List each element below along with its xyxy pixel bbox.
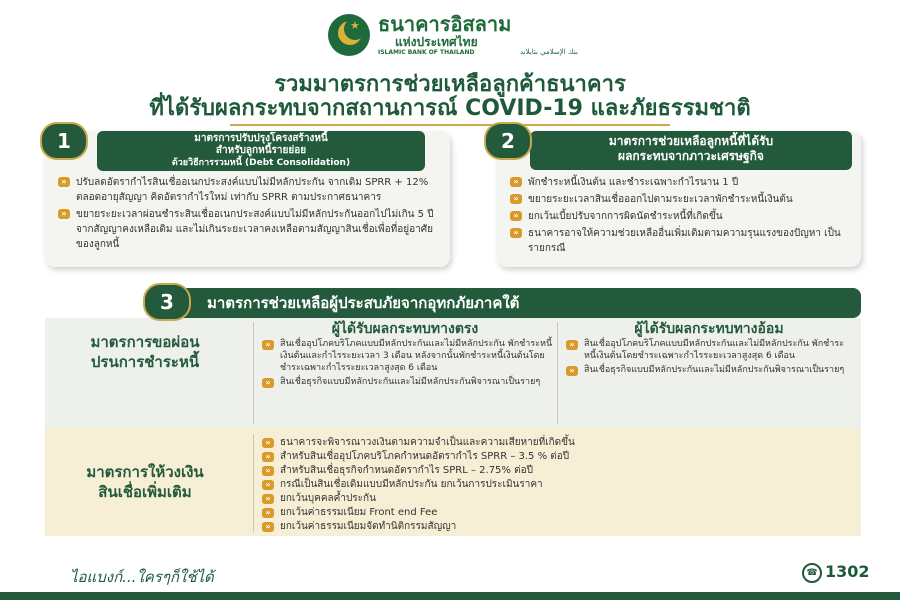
chevron-right-icon: » <box>262 480 274 490</box>
list-item-text: ธนาคารอาจให้ความช่วยเหลืออื่นเพิ่มเติมตามความรุนแรงของปัญหา เป็นรายกรณี <box>528 228 841 254</box>
section1-header <box>97 131 425 171</box>
list-item <box>262 520 852 533</box>
list-item <box>510 175 855 190</box>
list-item <box>510 226 855 256</box>
loans-list <box>262 436 852 534</box>
list-item <box>58 175 443 205</box>
list-item-text: ยกเว้นค่าธรรมเนียมจัดทำนิติกรรมสัญญา <box>280 521 457 532</box>
bank-name-thai: ธนาคารอิสลาม <box>378 12 512 36</box>
list-item-text: สำหรับสินเชื่ออุปโภคบริโภคกำหนดอัตรากำไร SPRR – 3.5 % ต่อปี <box>280 451 570 462</box>
chevron-right-icon: » <box>58 177 70 187</box>
list-item-text: สินเชื่อธุรกิจแบบมีหลักประกันและไม่มีหลักประกันพิจารณาเป็นรายๆ <box>280 377 541 387</box>
star-icon: ★ <box>350 19 360 32</box>
list-item <box>566 364 856 376</box>
chevron-right-icon: » <box>566 340 578 350</box>
chevron-right-icon: » <box>262 340 274 350</box>
list-item-text: กรณีเป็นสินเชื่อเดิมแบบมีหลักประกัน ยกเว้นการประเมินราคา <box>280 479 543 490</box>
relief-label <box>45 332 245 372</box>
list-item <box>58 207 443 252</box>
list-item-text: ยกเว้นค่าธรรมเนียม Front end Fee <box>280 507 438 518</box>
section2-header <box>530 131 852 170</box>
list-item <box>510 209 855 224</box>
column-divider <box>253 322 254 424</box>
chevron-right-icon: » <box>510 194 522 204</box>
list-item-text: ยกเว้นเบี้ยปรับจากการผิดนัดชำระหนี้ที่เกิดขึ้น <box>528 211 723 222</box>
section1-title-line: ด้วยวิธีการรวมหนี้ (Debt Consolidation) <box>171 158 351 168</box>
section1-list <box>58 175 443 254</box>
chevron-right-icon: » <box>510 177 522 187</box>
contact-number[interactable] <box>802 562 870 583</box>
indirect-impact-heading: ผู้ได้รับผลกระทบทางอ้อม <box>634 321 784 337</box>
page-title: รวมมาตรการช่วยเหลือลูกค้าธนาคาร <box>274 72 626 97</box>
list-item <box>262 338 554 374</box>
direct-impact-list <box>262 338 554 390</box>
list-item-text: สินเชื่อธุรกิจแบบมีหลักประกันและไม่มีหลักประกันพิจารณาเป็นรายๆ <box>584 365 845 375</box>
list-item-text: สำหรับสินเชื่อธุรกิจกำหนดอัตรากำไร SPRL – 2.75% ต่อปี <box>280 465 533 476</box>
section2-number-badge: 2 <box>484 122 532 160</box>
relief-label-line: ปรนการชำระหนี้ <box>90 353 200 371</box>
chevron-right-icon: » <box>510 228 522 238</box>
chevron-right-icon: » <box>566 366 578 376</box>
list-item-text: ธนาคารจะพิจารณาวงเงินตามความจำเป็นและความเสียหายที่เกิดขึ้น <box>280 437 575 448</box>
list-item <box>262 492 852 505</box>
direct-impact-heading: ผู้ได้รับผลกระทบทางตรง <box>331 321 479 337</box>
list-item-text: ยกเว้นบุคคลค้ำประกัน <box>280 493 376 504</box>
loans-label-line: มาตรการให้วงเงิน <box>86 463 204 481</box>
list-item <box>262 464 852 477</box>
chevron-right-icon: » <box>58 209 70 219</box>
bank-name-thai-line2: แห่งประเทศไทย <box>395 35 478 49</box>
chevron-right-icon: » <box>262 378 274 388</box>
list-item-text: ขยายระยะเวลาผ่อนชำระสินเชื่ออเนกประสงค์แบบไม่มีหลักประกันออกไปไม่เกิน 5 ปี จากสัญญาคงเหลือเดิม และไม่เกินระยะเวลาคงเหลือตามสัญญาสินเชื่อเพื่อที่อยู่อาศัยของลูกหนี้ <box>76 209 434 250</box>
chevron-right-icon: » <box>262 466 274 476</box>
bank-name-arabic: بنك الإسلامي بتايلاند <box>520 48 578 56</box>
chevron-right-icon: » <box>262 494 274 504</box>
section3-number-badge: 3 <box>143 283 191 321</box>
section2-title-line: มาตรการช่วยเหลือลูกหนี้ที่ได้รับ <box>608 134 774 148</box>
list-item <box>262 450 852 463</box>
column-divider <box>557 322 558 424</box>
loans-label-line: สินเชื่อเพิ่มเติม <box>98 483 192 501</box>
list-item-text: สินเชื่ออุปโภคบริโภคแบบมีหลักประกันและไม่มีหลักประกัน พักชำระหนี้เงินต้นและกำไรระยะเวลา 3 เดือน หลังจากนั้นพักชำระหนี้เงินต้นโดยชำระเฉพาะกำไรระยะเวลาสูงสุด 6 เดือน <box>280 339 553 373</box>
list-item <box>566 338 856 362</box>
section2-title-line: ผลกระทบจากภาวะเศรษฐกิจ <box>618 149 764 163</box>
section2-list <box>510 175 855 258</box>
column-divider <box>253 434 254 532</box>
loans-label <box>45 462 245 502</box>
indirect-impact-list <box>566 338 856 378</box>
section1-title-line: มาตรการปรับปรุงโครงสร้างหนี้ <box>194 133 328 144</box>
list-item <box>262 376 554 388</box>
chevron-right-icon: » <box>262 522 274 532</box>
chevron-right-icon: » <box>262 438 274 448</box>
section1-title-line: สำหรับลูกหนี้รายย่อย <box>215 145 307 156</box>
chevron-right-icon: » <box>262 452 274 462</box>
page-subtitle: ที่ได้รับผลกระทบจากสถานการณ์ COVID-19 และภัยธรรมชาติ <box>149 96 751 121</box>
chevron-right-icon: » <box>262 508 274 518</box>
section3-header: มาตรการช่วยเหลือผู้ประสบภัยจากอุทกภัยภาคใต้ <box>147 288 861 318</box>
title-divider <box>230 124 670 126</box>
footer-slogan: ไอแบงก์...ใครๆก็ใช้ได้ <box>70 568 214 586</box>
list-item-text: พักชำระหนี้เงินต้น และชำระเฉพาะกำไรนาน 1 ปี <box>528 177 739 188</box>
list-item-text: ปรับลดอัตรากำไรสินเชื่ออเนกประสงค์แบบไม่มีหลักประกัน จากเดิม SPRR + 12% ตลอดอายุสัญญา คิดอัตรากำไรใหม่ เท่ากับ SPRR ตามประกาศธนาคาร <box>76 177 429 203</box>
footer-bar <box>0 592 900 600</box>
list-item <box>262 506 852 519</box>
list-item-text: สินเชื่ออุปโภคบริโภคแบบมีหลักประกันและไม่มีหลักประกัน พักชำระหนี้เงินต้นโดยชำระเฉพาะกำไรระยะเวลาสูงสุด 6 เดือน <box>584 339 845 361</box>
list-item <box>262 478 852 491</box>
relief-label-line: มาตรการขอผ่อน <box>90 333 200 351</box>
bank-name-english: ISLAMIC BANK OF THAILAND <box>378 49 475 56</box>
chevron-right-icon: » <box>510 211 522 221</box>
list-item <box>262 436 852 449</box>
contact-number-text: 1302 <box>825 562 870 581</box>
phone-icon: ☎ <box>802 563 822 583</box>
list-item <box>510 192 855 207</box>
list-item-text: ขยายระยะเวลาสินเชื่อออกไปตามระยะเวลาพักชำระหนี้เงินต้น <box>528 194 793 205</box>
section1-number-badge: 1 <box>40 122 88 160</box>
